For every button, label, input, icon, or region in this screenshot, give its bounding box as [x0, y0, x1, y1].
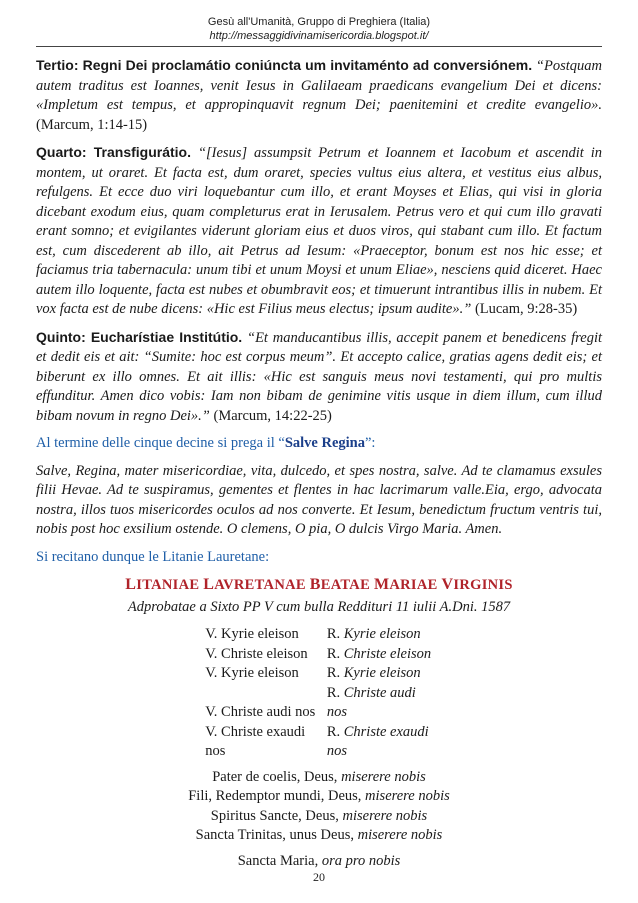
header-title: Gesù all'Umanità, Gruppo di Preghiera (Italia) [207, 16, 431, 28]
mystery-quinto [36, 328, 602, 427]
salve-intro [36, 434, 602, 454]
header-url[interactable]: http://messaggidivinamisericordia.blogspot.it/ [209, 30, 429, 42]
maria-text: Sancta Maria, [237, 852, 322, 869]
litany-subtitle: Adprobatae a Sixto PP V cum bulla Reddituri 11 iulii A.Dni. 1587 [127, 598, 511, 615]
quarto-ref: (Lucam, 9:28-35) [474, 301, 578, 317]
invocation-resp: miserere nobis [341, 768, 426, 785]
kyrie-verse: V. Kyrie eleison [205, 665, 299, 681]
invocation-resp: miserere nobis [342, 807, 428, 824]
salve-intro-end: ”: [364, 435, 376, 451]
salve-regina-text: Salve, Regina, mater misericordiae, vita, dulcedo, et spes nostra, salve. Ad te clamamus exsules filii Hevae. Ad te suspiramus, gementes et flentes in hac lacrimarum valle.Eia, ergo, advocata nostra, illos tuos misericordes oculos ad nos converte. Et Iesum, benedictum fructum ventris tui, nobis post hoc exsilium ostende. O clemens, O pia, O dulcis Virgo Maria. Amen. [36, 462, 602, 537]
kyrie-resp-label: R. [326, 626, 341, 642]
kyrie-verse: V. Christe eleison [205, 645, 308, 662]
kyrie-resp: Christe audi nos [326, 684, 416, 720]
quinto-ref: (Marcum, 14:22-25) [213, 407, 332, 424]
invocation-resp: miserere nobis [357, 827, 443, 843]
kyrie-line [36, 625, 602, 645]
kyrie-resp-label: R. [326, 645, 341, 662]
kyrie-resp-label: R. [326, 665, 341, 681]
kyrie-resp: Christe exaudi nos [326, 723, 429, 759]
quinto-text: “Et manducantibus illis, accepit panem et benedicens fregit et dedit eis et ait: “Sumite: hoc est corpus meum”. Et accepto calice, gratias agens dedit eis; et biberunt ex illo omnes. Et ait illis: «Hic est sanguis meus novi testamenti, qui pro multis effunditur. Amen dico vobis: Iam non bibam de genimine vitis usque in diem illum, cum illud bibam novum in regno Dei».” [36, 329, 602, 424]
invocation-line [36, 768, 602, 788]
kyrie-line [36, 684, 602, 723]
tertio-heading: Tertio: Regni Dei proclamátio coniúncta um invitaménto ad conversiónem. [36, 57, 533, 73]
kyrie-resp: Kyrie eleison [343, 665, 421, 681]
kyrie-line [36, 664, 602, 684]
invocation-line [36, 787, 602, 807]
salve-title: Salve Regina [284, 435, 365, 451]
invocation-text: Spiritus Sancte, Deus, [210, 807, 343, 824]
salve-intro-text: Al termine delle cinque decine si prega il “ [36, 435, 285, 451]
quarto-text: “[Iesus] assumpsit Petrum et Ioannem et Iacobum et ascendit in montem, ut oraret. Et facta est, dum oraret, species vultus eius altera, et vestitus eius albus, refulgens. Et ecce duo viri loquebantur cum illo, et erant Moyses et Elias, qui visi in gloria dicebant exodum eius, quam completurus erat in Ierusalem. Petrus vero et qui cum illo gravati erant somno; et evigilantes viderunt gloriam eius et duos viros, qui stabant cum illo. Et factum est, cum discederent ab illo, ait Petrus ad Iesum: «Praeceptor, bonum est nos hic esse; et faciamus tria tabernacula: unum tibi et unum Moysi et unum Eliae», nesciens quid diceret. Haec autem illo loquente, facta est nubes et obumbravit eos; et timuerunt intrantibus illis in nubem. Et vox facta est de nube dicens: «Hic est Filius meus electus; ipsum audite».” [36, 145, 602, 317]
kyrie-verse: V. Christe exaudi nos [205, 723, 306, 759]
mystery-tertio [36, 56, 602, 135]
maria-resp: ora pro nobis [321, 852, 401, 869]
mystery-quarto [36, 143, 602, 320]
quarto-heading: Quarto: Transfigurátio. [36, 144, 191, 160]
invocation-resp: miserere nobis [365, 788, 450, 804]
tertio-text: “Postquam autem traditus est Ioannes, venit Iesus in Galilaeam praedicans evangelium Dei et dicens: «Impletum est tempus, et appropinquavit regnum Dei; paenitemini et credite evangelio». [36, 58, 602, 113]
litany-title: LITANIAE LAVRETANAE BEATAE MARIAE VIRGINIS [125, 576, 513, 593]
invocation-line [36, 807, 602, 827]
page-number: 20 [313, 870, 325, 884]
kyrie-verse: V. Christe audi nos [205, 704, 316, 720]
kyrie-resp-label: R. [326, 723, 341, 740]
kyrie-resp: Kyrie eleison [343, 626, 421, 642]
maria-line [36, 852, 602, 872]
kyrie-resp: Christe eleison [343, 645, 432, 662]
kyrie-line [36, 723, 602, 762]
invocation-text: Fili, Redemptor mundi, Deus, [188, 788, 366, 804]
kyrie-verse: V. Kyrie eleison [205, 626, 299, 642]
invocation-line [36, 826, 602, 846]
quinto-heading: Quinto: Eucharístiae Institútio. [36, 328, 243, 345]
kyrie-resp-label: R. [326, 684, 341, 701]
litanie-intro: Si recitano dunque le Litanie Lauretane: [36, 548, 270, 565]
kyrie-line [36, 645, 602, 665]
tertio-ref: (Marcum, 1:14-15) [36, 116, 148, 133]
litany-lines [36, 625, 602, 871]
page-content [36, 56, 602, 871]
header-divider [36, 46, 602, 47]
invocation-text: Sancta Trinitas, unus Deus, [195, 827, 358, 843]
page-header [0, 15, 638, 43]
invocation-text: Pater de coelis, Deus, [212, 768, 342, 785]
